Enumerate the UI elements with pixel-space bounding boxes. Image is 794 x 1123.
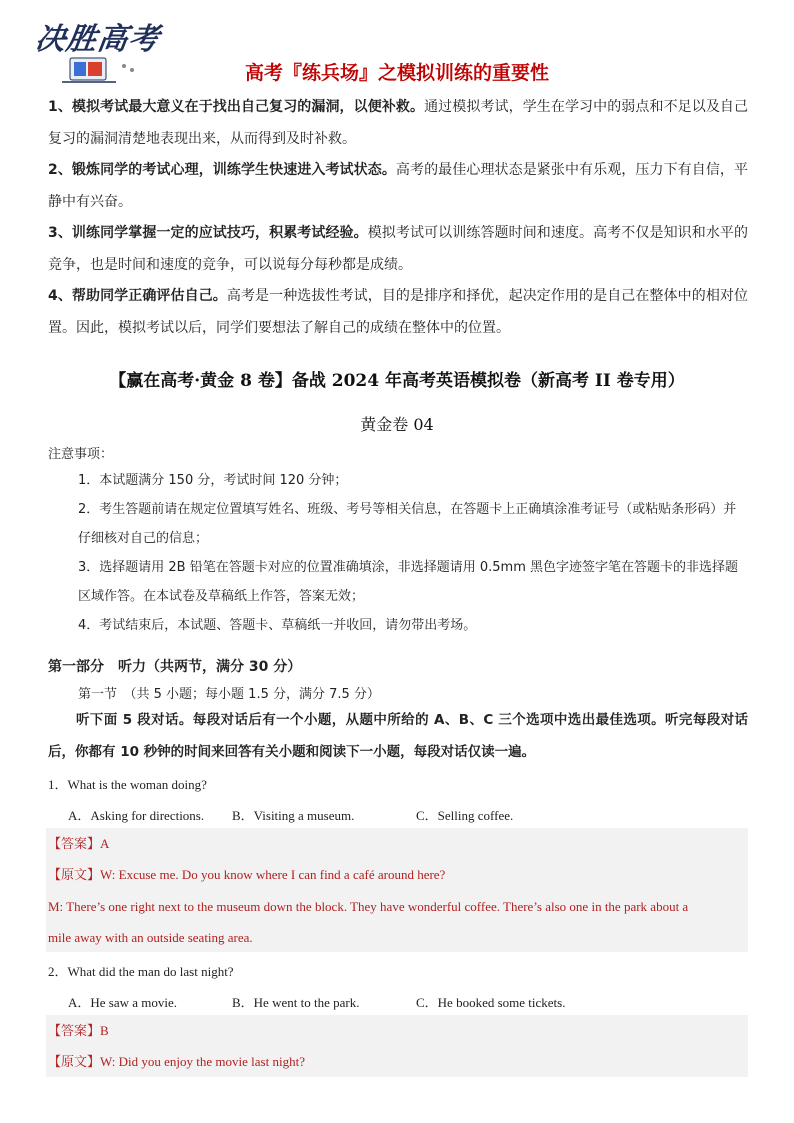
answer-value: B: [100, 1023, 109, 1038]
exam-subtitle: 黄金卷 04: [360, 415, 434, 434]
intro-text-3: 模拟考试可以训练答题时间和速度。高考不仅是知识和水平的竞争，也是时间和速度的竞争，可以说每分每秒都是成绩。: [48, 225, 749, 273]
transcript-label: 【原文】: [48, 1054, 101, 1069]
transcript-1-line-1: [48, 859, 748, 890]
question-2-stem: 2．What did the man do last night?: [48, 964, 234, 979]
note-item: 3．选择题请用 2B 铅笔在答题卡对应的位置准确填涂，非选择题请用 0.5mm 黑色字迹签字笔在答题卡的非选择题区域作答。在本试卷及草稿纸上作答，答案无效；: [78, 560, 738, 604]
option-b: B．Visiting a museum.: [232, 808, 355, 823]
intro-paragraph-4: [48, 281, 748, 344]
question-1-stem: 1．What is the woman doing?: [48, 777, 207, 792]
note-item: 2．考生答题前请在规定位置填写姓名、班级、考号等相关信息，在答题卡上正确填涂准考证号（或粘贴条形码）并仔细核对自己的信息；: [78, 502, 737, 546]
answer-label: 【答案】: [48, 1023, 101, 1038]
instructions: 听下面 5 段对话。每段对话后有一个小题，从题中所给的 A、B、C 三个选项中选出最佳选项。听完每段对话后，你都有 10 秒钟的时间来回答有关小题和阅读下一小题，每段对话仅读一遍。: [48, 712, 748, 760]
notes-list: [78, 466, 748, 640]
answer-value: A: [100, 836, 110, 851]
intro-point-1: 1、模拟考试最大意义在于找出自己复习的漏洞，以便补救。: [48, 99, 425, 115]
transcript-text: W: Excuse me. Do you know where I can find a café around here?: [100, 867, 446, 882]
transcript-1-line-2: M: There’s one right next to the museum down the block. They have wonderful coffee. There’s also one in the park about a: [48, 899, 689, 914]
intro-paragraph-2: [48, 155, 748, 218]
intro-text-4: 高考是一种选拔性考试，目的是排序和择优，起决定作用的是自己在整体中的相对位置。因此，模拟考试以后，同学们要想法了解自己的成绩在整体中的位置。: [48, 288, 748, 336]
option-c: C．Selling coffee.: [416, 808, 514, 823]
intro-text-2: 高考的最佳心理状态是紧张中有乐观，压力下有自信，平静中有兴奋。: [48, 162, 749, 210]
answer-label: 【答案】: [48, 836, 101, 851]
transcript-text: W: Did you enjoy the movie last night?: [100, 1054, 305, 1069]
section-title: 第一节 （共 5 小题；每小题 1.5 分，满分 7.5 分）: [78, 687, 380, 702]
question-1-options: [68, 805, 513, 824]
option-a: A．Asking for directions.: [68, 808, 205, 823]
note-item: 1．本试题满分 150 分，考试时间 120 分钟；: [78, 473, 348, 488]
question-2-options: [68, 992, 565, 1011]
intro-text-1: 通过模拟考试，学生在学习中的弱点和不足以及自己复习的漏洞清楚地表现出来，从而得到及时补救。: [48, 99, 749, 147]
intro-point-3: 3、训练同学掌握一定的应试技巧，积累考试经验。: [48, 225, 368, 241]
answer-2: [48, 1015, 748, 1046]
intro-point-2: 2、锻炼同学的考试心理，训练学生快速进入考试状态。: [48, 162, 396, 178]
intro-point-4: 4、帮助同学正确评估自己。: [48, 288, 227, 304]
intro-section: [48, 92, 748, 344]
banner-title: 高考『练兵场』之模拟训练的重要性: [244, 62, 549, 84]
option-b: B．He went to the park.: [232, 995, 360, 1010]
transcript-label: 【原文】: [48, 867, 101, 882]
transcript-1-line-3: mile away with an outside seating area.: [48, 930, 253, 945]
answer-1: [48, 828, 748, 859]
part-title: 第一部分 听力（共两节，满分 30 分）: [48, 659, 302, 675]
notes-heading: 注意事项：: [48, 447, 114, 462]
option-a: A．He saw a movie.: [68, 995, 178, 1010]
intro-paragraph-3: [48, 218, 748, 281]
intro-paragraph-1: [48, 92, 748, 155]
logo-text: 决胜高考: [33, 22, 162, 57]
exam-title: 【赢在高考·黄金 8 卷】备战 2024 年高考英语模拟卷（新高考 II 卷专用）: [109, 371, 685, 391]
transcript-2-line-1: [48, 1046, 748, 1077]
option-c: C．He booked some tickets.: [416, 995, 566, 1010]
note-item: 4．考试结束后，本试题、答题卡、草稿纸一并收回，请勿带出考场。: [78, 618, 477, 633]
